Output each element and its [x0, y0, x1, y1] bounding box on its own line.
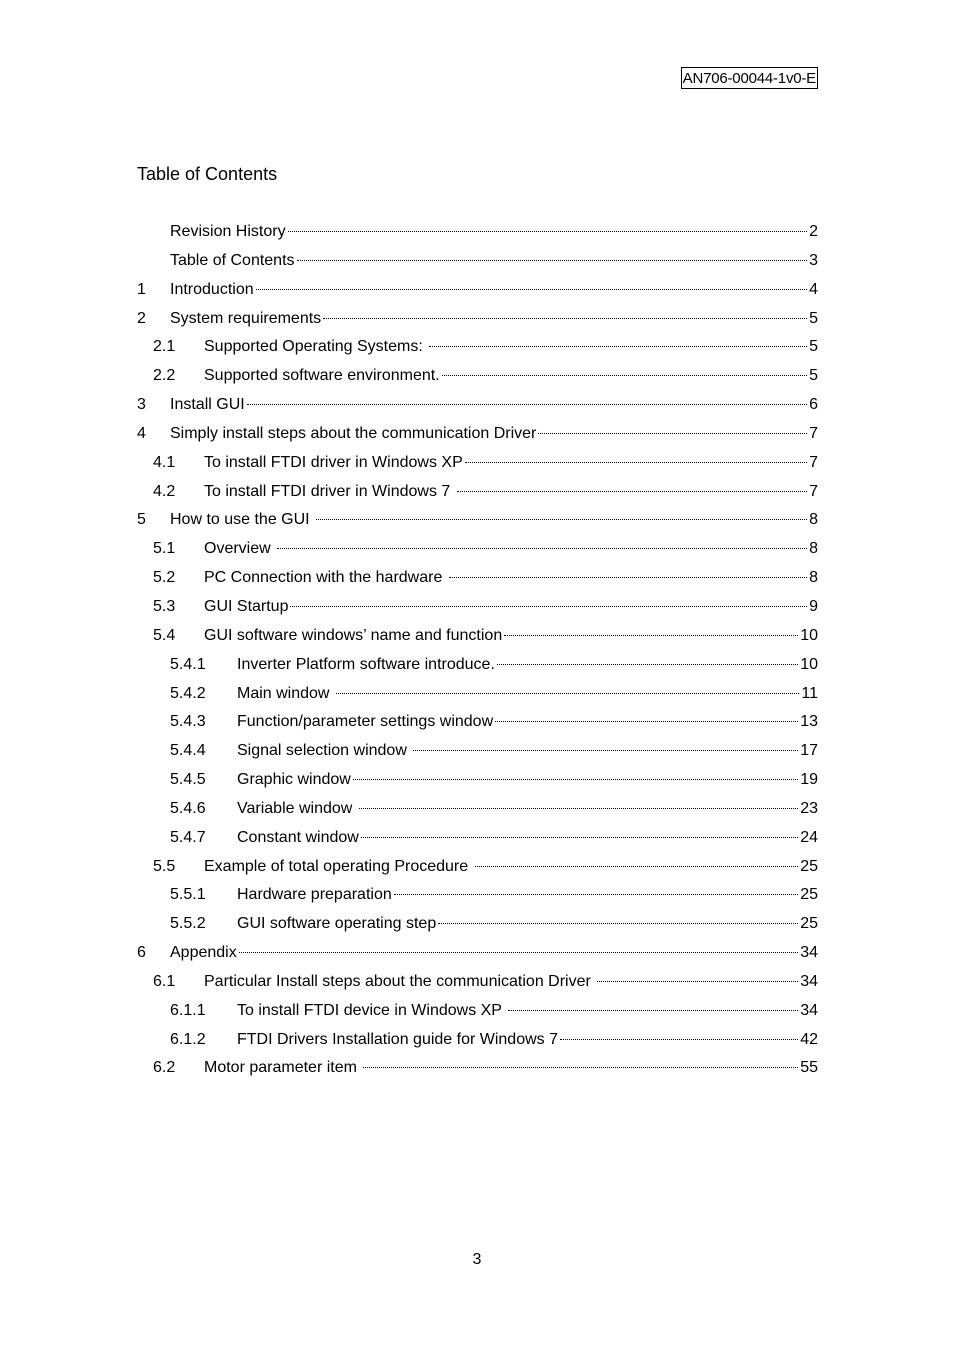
toc-entry-page: 5	[809, 309, 818, 327]
toc-dot-leader	[353, 777, 798, 780]
toc-entry-number: 4.2	[153, 482, 176, 500]
toc-entry-page: 34	[800, 1001, 818, 1019]
toc-dot-leader	[239, 950, 798, 953]
toc-entry-number: 5.1	[153, 540, 176, 558]
toc-dot-leader	[359, 806, 798, 809]
toc-dot-leader	[508, 1008, 798, 1011]
toc-entry[interactable]	[137, 535, 818, 564]
toc-entry-title: Inverter Platform software introduce.	[237, 655, 495, 673]
toc-entry-title: GUI software operating step	[237, 915, 437, 933]
toc-entry-number: 5.5.2	[170, 915, 206, 933]
toc-entry[interactable]	[137, 766, 818, 795]
toc-entry-title: Introduction	[170, 280, 254, 298]
toc-entry-page: 5	[809, 367, 818, 385]
toc-entry-number: 5.4.3	[170, 713, 206, 731]
toc-dot-leader	[449, 575, 807, 578]
toc-entry-page: 6	[809, 396, 818, 414]
document-id-label: AN706-00044-1v0-E	[681, 67, 818, 89]
toc-entry[interactable]	[137, 478, 818, 507]
toc-entry-page: 7	[809, 424, 818, 442]
toc-dot-leader	[363, 1065, 798, 1068]
toc-entry[interactable]	[137, 506, 818, 535]
toc-entry-page: 24	[800, 828, 818, 846]
toc-dot-leader	[316, 517, 807, 520]
toc-dot-leader	[297, 258, 808, 261]
toc-entry-title: Function/parameter settings window	[237, 713, 494, 731]
toc-entry-number: 6.2	[153, 1059, 176, 1077]
toc-entry-number: 5.5.1	[170, 886, 206, 904]
page-number: 3	[472, 1251, 482, 1268]
toc-entry-title: PC Connection with the hardware	[204, 569, 447, 587]
toc-entry[interactable]	[137, 824, 818, 853]
toc-entry-title: To install FTDI driver in Windows XP	[204, 453, 463, 471]
toc-entry-page: 3	[809, 251, 818, 269]
toc-entry[interactable]	[137, 997, 818, 1026]
toc-entry[interactable]	[137, 968, 818, 997]
toc-dot-leader	[465, 460, 807, 463]
toc-dot-leader	[538, 431, 807, 434]
toc-entry-page: 25	[800, 886, 818, 904]
toc-entry-number: 5.4.5	[170, 771, 206, 789]
toc-entry-page: 25	[800, 857, 818, 875]
toc-entry-page: 8	[809, 511, 818, 529]
toc-entry-number: 5.4.4	[170, 742, 206, 760]
toc-entry[interactable]	[137, 708, 818, 737]
toc-entry[interactable]	[137, 680, 818, 709]
toc-dot-leader	[413, 748, 798, 751]
toc-entry-title: Example of total operating Procedure	[204, 857, 473, 875]
toc-entry-number: 2	[137, 309, 146, 327]
toc-entry-number: 5.4	[153, 626, 176, 644]
toc-dot-leader	[256, 287, 807, 290]
toc-entry[interactable]	[137, 391, 818, 420]
table-of-contents	[137, 218, 818, 1083]
toc-entry-page: 8	[809, 569, 818, 587]
toc-dot-leader	[429, 344, 807, 347]
toc-entry-title: Supported Operating Systems:	[204, 338, 428, 356]
toc-entry-title: Signal selection window	[237, 742, 412, 760]
toc-entry-title: To install FTDI driver in Windows 7	[204, 482, 455, 500]
toc-entry-number: 6.1	[153, 972, 176, 990]
toc-entry[interactable]	[137, 622, 818, 651]
toc-entry-page: 9	[809, 597, 818, 615]
toc-entry-page: 55	[800, 1059, 818, 1077]
toc-dot-leader	[442, 373, 807, 376]
toc-entry-number: 5.5	[153, 857, 176, 875]
toc-dot-leader	[361, 835, 798, 838]
toc-entry-page: 8	[809, 540, 818, 558]
toc-entry[interactable]	[137, 795, 818, 824]
toc-entry-title: Hardware preparation	[237, 886, 392, 904]
toc-entry-title: Constant window	[237, 828, 359, 846]
toc-entry-page: 34	[800, 944, 818, 962]
toc-entry[interactable]	[137, 420, 818, 449]
toc-dot-leader	[288, 229, 808, 232]
toc-entry-page: 7	[809, 482, 818, 500]
toc-entry-number: 6.1.2	[170, 1030, 206, 1048]
toc-entry-title: Table of Contents	[170, 251, 295, 269]
toc-entry-number: 5.4.1	[170, 655, 206, 673]
toc-entry-number: 5	[137, 511, 146, 529]
toc-dot-leader	[597, 979, 798, 982]
toc-heading: Table of Contents	[137, 164, 278, 184]
toc-entry[interactable]	[137, 939, 818, 968]
toc-dot-leader	[457, 489, 807, 492]
toc-entry[interactable]	[137, 881, 818, 910]
toc-entry-number: 5.3	[153, 597, 176, 615]
toc-entry-page: 25	[800, 915, 818, 933]
toc-entry-number: 5.2	[153, 569, 176, 587]
toc-entry-page: 10	[800, 626, 818, 644]
toc-entry-number: 5.4.6	[170, 799, 206, 817]
toc-entry-title: Revision History	[170, 223, 286, 240]
toc-dot-leader	[497, 662, 798, 665]
toc-entry-title: Supported software environment.	[204, 367, 440, 385]
toc-entry-title: GUI Startup	[204, 597, 289, 615]
toc-entry-page: 42	[800, 1030, 818, 1048]
toc-dot-leader	[394, 892, 798, 895]
toc-entry-title: Variable window	[237, 799, 357, 817]
toc-dot-leader	[277, 546, 807, 549]
toc-entry[interactable]	[137, 276, 818, 305]
toc-entry-number: 2.2	[153, 367, 176, 385]
toc-entry[interactable]	[137, 651, 818, 680]
toc-entry-title: Overview	[204, 540, 276, 558]
toc-dot-leader	[495, 719, 798, 722]
toc-entry-page: 2	[809, 223, 818, 240]
toc-entry-number: 3	[137, 396, 146, 414]
toc-entry-number: 6	[137, 944, 146, 962]
toc-entry[interactable]	[137, 1054, 818, 1083]
toc-entry[interactable]	[137, 737, 818, 766]
toc-entry[interactable]	[137, 1026, 818, 1055]
toc-entry-page: 34	[800, 972, 818, 990]
toc-entry-number: 4.1	[153, 453, 176, 471]
toc-dot-leader	[475, 864, 799, 867]
toc-entry-title: How to use the GUI	[170, 511, 315, 529]
toc-entry-title: Simply install steps about the communication Driver	[170, 424, 537, 442]
toc-entry[interactable]	[137, 593, 818, 622]
toc-entry-page: 10	[800, 655, 818, 673]
toc-entry[interactable]	[137, 853, 818, 882]
toc-entry-page: 4	[809, 280, 818, 298]
toc-entry-title: GUI software windows’ name and function	[204, 626, 503, 644]
toc-entry-title: System requirements	[170, 309, 322, 327]
toc-entry-number: 5.4.2	[170, 684, 206, 702]
toc-entry-title: Motor parameter item	[204, 1059, 362, 1077]
toc-entry-page: 5	[809, 338, 818, 356]
toc-entry-number: 5.4.7	[170, 828, 206, 846]
toc-entry-title: Graphic window	[237, 771, 351, 789]
toc-entry-number: 2.1	[153, 338, 176, 356]
toc-entry-page: 11	[801, 684, 818, 702]
toc-entry[interactable]	[137, 333, 818, 362]
toc-dot-leader	[323, 316, 807, 319]
toc-entry-page: 17	[800, 742, 818, 760]
toc-entry-number: 1	[137, 280, 146, 298]
toc-entry-title: FTDI Drivers Installation guide for Windows 7	[237, 1030, 558, 1048]
toc-entry[interactable]	[137, 910, 818, 939]
toc-entry-title: Install GUI	[170, 396, 245, 414]
toc-dot-leader	[247, 402, 807, 405]
toc-entry-page: 7	[809, 453, 818, 471]
toc-entry-page: 23	[800, 799, 818, 817]
toc-entry-page: 19	[800, 771, 818, 789]
toc-entry[interactable]	[137, 305, 818, 334]
toc-entry[interactable]	[137, 218, 818, 247]
toc-entry-title: Main window	[237, 684, 334, 702]
toc-entry-title: To install FTDI device in Windows XP	[237, 1001, 507, 1019]
toc-entry[interactable]	[137, 247, 818, 276]
toc-entry-number: 4	[137, 424, 146, 442]
toc-entry[interactable]	[137, 564, 818, 593]
toc-dot-leader	[438, 921, 798, 924]
toc-entry-title: Appendix	[170, 944, 237, 962]
toc-dot-leader	[336, 691, 799, 694]
toc-dot-leader	[504, 633, 798, 636]
toc-entry-page: 13	[800, 713, 818, 731]
toc-dot-leader	[290, 604, 807, 607]
toc-entry-title: Particular Install steps about the communication Driver	[204, 972, 596, 990]
toc-entry[interactable]	[137, 449, 818, 478]
toc-dot-leader	[560, 1037, 798, 1040]
toc-entry[interactable]	[137, 362, 818, 391]
toc-entry-number: 6.1.1	[170, 1001, 206, 1019]
